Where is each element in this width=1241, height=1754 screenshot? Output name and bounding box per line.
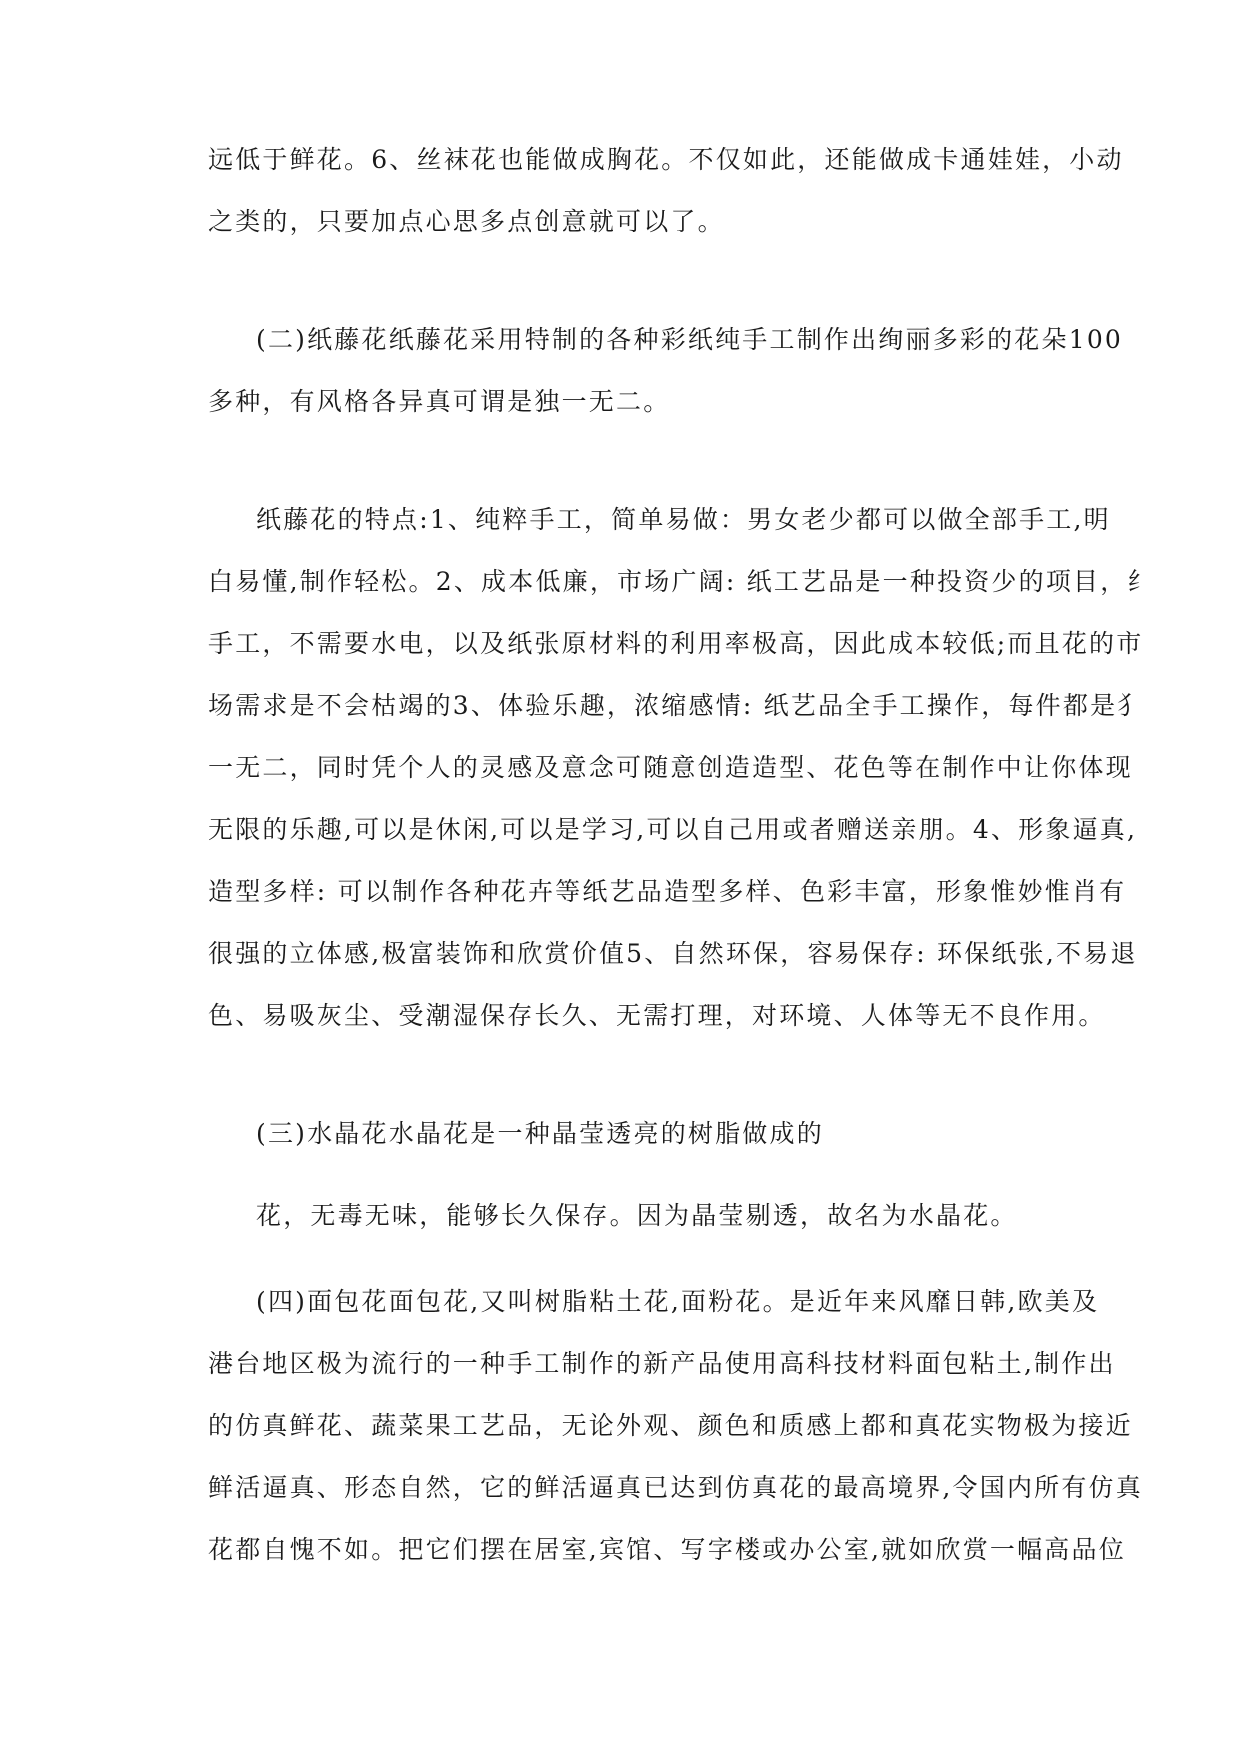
text-line: 手工，不需要水电，以及纸张原材料的利用率极高，因此成本较低;而且花的市 — [208, 629, 1144, 658]
text-line: (三)水晶花水晶花是一种晶莹透亮的树脂做成的 — [256, 1119, 824, 1148]
text-line: 花，无毒无味，能够长久保存。因为晶莹剔透，故名为水晶花。 — [256, 1201, 1018, 1230]
text-line: 鲜活逼真、形态自然，它的鲜活逼真已达到仿真花的最高境界,令国内所有仿真 — [208, 1473, 1143, 1502]
text-line: 造型多样: 可以制作各种花卉等纸艺品造型多样、色彩丰富，形象惟妙惟肖有 — [208, 877, 1127, 906]
body-text — [208, 0, 1155, 1754]
text-line: 花都自愧不如。把它们摆在居室,宾馆、写字楼或办公室,就如欣赏一幅高品位 — [208, 1535, 1126, 1564]
text-line: 很强的立体感,极富装饰和欣赏价值5、自然环保，容易保存: 环保纸张,不易退 — [208, 939, 1138, 968]
text-line: (四)面包花面包花,又叫树脂粘土花,面粉花。是近年来风靡日韩,欧美及 — [256, 1287, 1100, 1316]
text-line: (二)纸藤花纸藤花采用特制的各种彩纸纯手工制作出绚丽多彩的花朵100 — [256, 325, 1124, 354]
text-line: 场需求是不会枯竭的3、体验乐趣，浓缩感情: 纸艺品全手工操作，每件都是犭 — [208, 691, 1145, 720]
text-line: 远低于鲜花。6、丝袜花也能做成胸花。不仅如此，还能做成卡通娃娃，小动 — [208, 145, 1124, 174]
text-line: 一无二，同时凭个人的灵感及意念可随意创造造型、花色等在制作中让你体现 — [208, 753, 1133, 782]
text-line: 色、易吸灰尘、受潮湿保存长久、无需打理，对环境、人体等无不良作用。 — [208, 1001, 1106, 1030]
text-line: 无限的乐趣,可以是休闲,可以是学习,可以自己用或者赠送亲朋。4、形象逼真, — [208, 815, 1138, 844]
text-line: 纸藤花的特点:1、纯粹手工，简单易做：男女老少都可以做全部手工,明 — [256, 505, 1111, 534]
text-line: 多种，有风格各异真可谓是独一无二。 — [208, 387, 671, 416]
text-line: 的仿真鲜花、蔬菜果工艺品，无论外观、颜色和质感上都和真花实物极为接近 — [208, 1411, 1133, 1440]
text-line: 港台地区极为流行的一种手工制作的新产品使用高科技材料面包粘土,制作出 — [208, 1349, 1116, 1378]
text-line: 白易懂,制作轻松。2、成本低廉，市场广阔: 纸工艺品是一种投资少的项目，纟 — [208, 567, 1155, 596]
text-line: 之类的，只要加点心思多点创意就可以了。 — [208, 207, 725, 236]
